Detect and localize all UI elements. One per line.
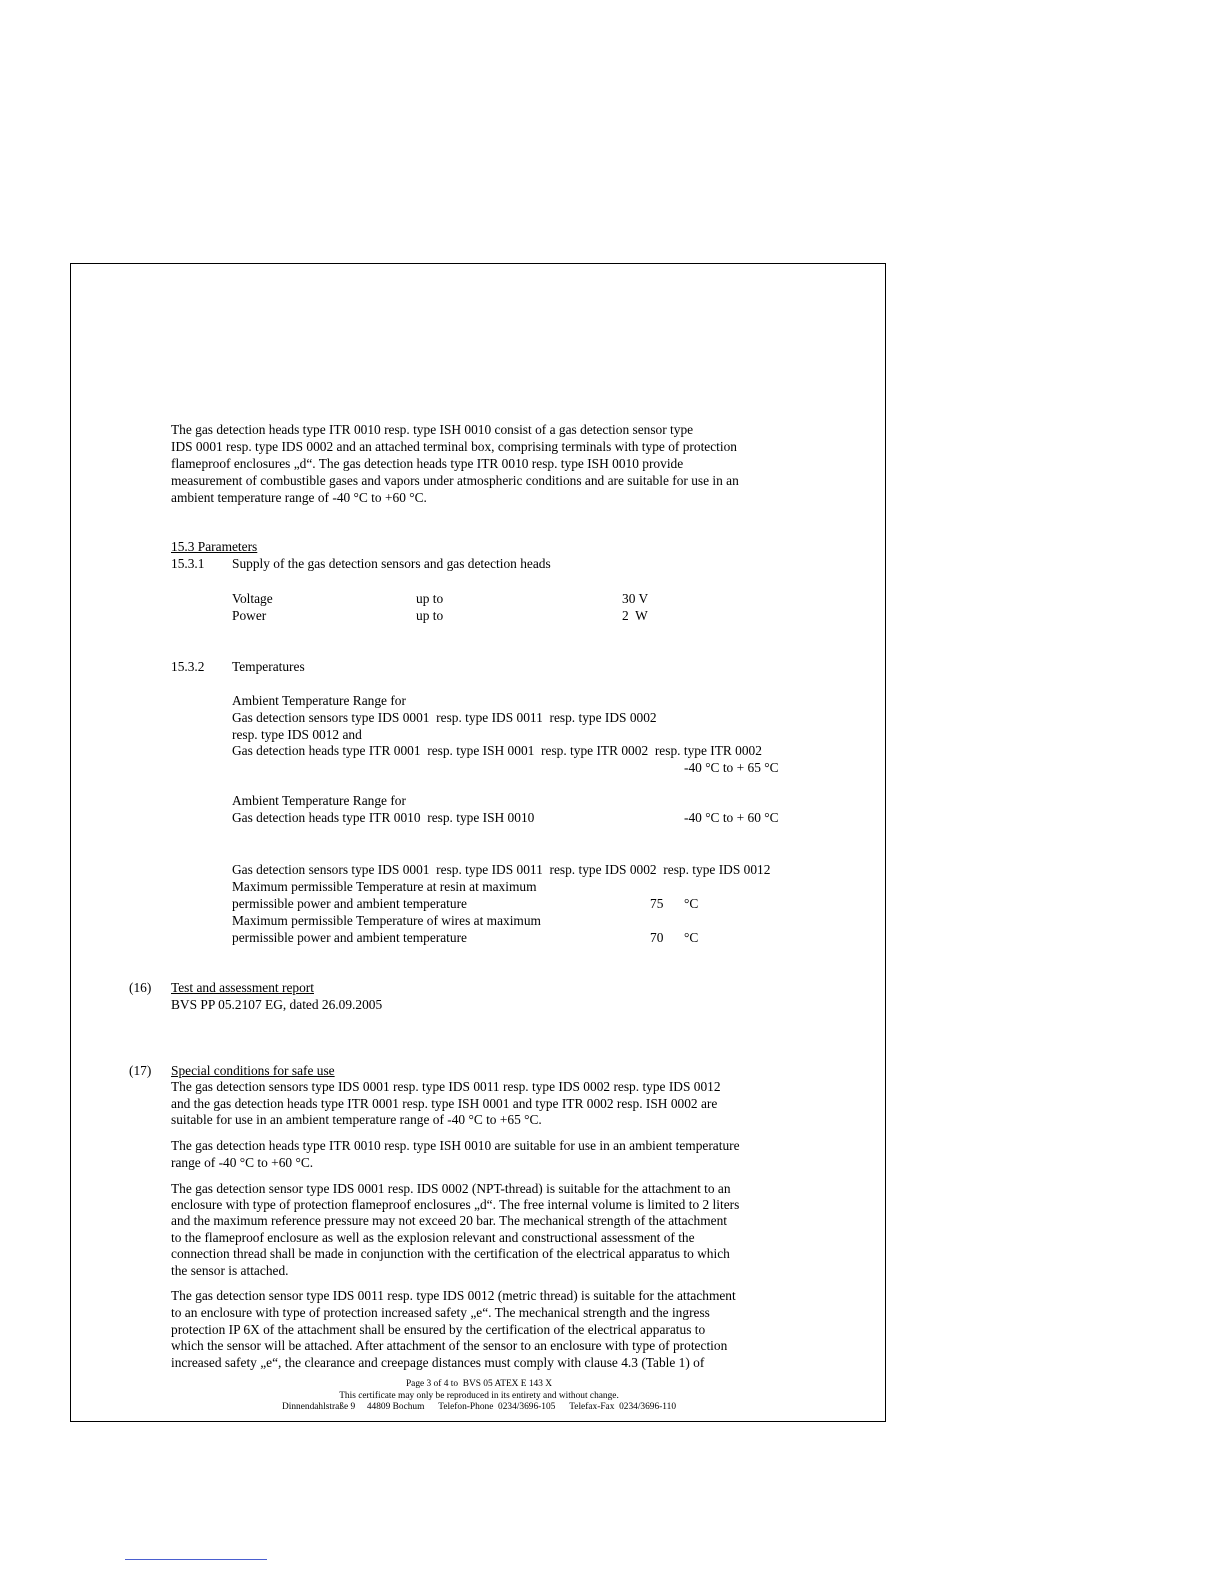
voltage-qualifier: up to (416, 591, 444, 606)
range2-line: Gas detection heads type ITR 0010 resp. type ISH 0010 (232, 810, 535, 825)
section-16-number: (16) (129, 980, 152, 995)
section-16-heading: Test and assessment report (171, 980, 314, 995)
intro-line: flameproof enclosures „d“. The gas detection heads type ITR 0010 resp. type ISH 0010 provide (171, 456, 684, 471)
conditions-line: and the maximum reference pressure may not exceed 20 bar. The mechanical strength of the attachment (171, 1213, 727, 1228)
footer-notice: This certificate may only be reproduced in its entirety and without change. (339, 1391, 619, 1401)
intro-line: IDS 0001 resp. type IDS 0002 and an attached terminal box, comprising terminals with type of protection (171, 439, 738, 454)
conditions-line: The gas detection sensor type IDS 0001 resp. IDS 0002 (NPT-thread) is suitable for the attachment to an (171, 1181, 731, 1196)
range1-line: resp. type IDS 0012 and (232, 727, 362, 742)
voltage-label: Voltage (232, 591, 273, 606)
wires-label: permissible power and ambient temperature (232, 930, 467, 945)
footer-address: Dinnendahlstraße 9 44809 Bochum Telefon-Phone 0234/3696-105 Telefax-Fax 0234/3696-110 (281, 1402, 677, 1412)
conditions-line: The gas detection sensors type IDS 0001 resp. type IDS 0011 resp. type IDS 0002 resp. type IDS 0012 (171, 1079, 721, 1094)
conditions-line: range of -40 °C to +60 °C. (171, 1155, 314, 1170)
range1-value: -40 °C to + 65 °C (684, 760, 779, 775)
conditions-line: increased safety „e“, the clearance and creepage distances must comply with clause 4.3 (Table 1) of (171, 1355, 705, 1370)
conditions-line: to an enclosure with type of protection increased safety „e“. The mechanical strength and the ingress (171, 1305, 710, 1320)
range1-line: Gas detection heads type ITR 0001 resp. type ISH 0001 resp. type ITR 0002 resp. type ITR 0002 (232, 743, 762, 758)
voltage-value: 30 V (622, 591, 649, 606)
section-number: 15.3.1 (171, 556, 205, 571)
range1-line: Gas detection sensors type IDS 0001 resp. type IDS 0011 resp. type IDS 0002 (232, 710, 657, 725)
intro-line: measurement of combustible gases and vapors under atmospheric conditions and are suitable for use in an (171, 473, 739, 488)
temperatures-title: Temperatures (232, 659, 305, 674)
conditions-line: connection thread shall be made in conjunction with the certification of the electrical apparatus to which (171, 1246, 730, 1261)
conditions-line: enclosure with type of protection flameproof enclosures „d“. The free internal volume is limited to 2 liters (171, 1197, 740, 1212)
conditions-line: and the gas detection heads type ITR 0001 resp. type ISH 0001 and type ITR 0002 resp. ISH 0002 are (171, 1096, 718, 1111)
section-17-number: (17) (129, 1063, 152, 1078)
conditions-line: which the sensor will be attached. After attachment of the sensor to an enclosure with type of protection (171, 1338, 728, 1353)
intro-line: The gas detection heads type ITR 0010 resp. type ISH 0010 consist of a gas detection sensor type (171, 422, 694, 437)
power-label: Power (232, 608, 267, 623)
resin-unit: °C (684, 896, 699, 911)
supply-title: Supply of the gas detection sensors and gas detection heads (232, 556, 551, 571)
sensors-line: Gas detection sensors type IDS 0001 resp. type IDS 0011 resp. type IDS 0002 resp. type IDS 0012 (232, 862, 771, 877)
conditions-line: protection IP 6X of the attachment shall be ensured by the certification of the electrical apparatus to (171, 1322, 706, 1337)
section-17-heading: Special conditions for safe use (171, 1063, 335, 1078)
resin-label: Maximum permissible Temperature at resin at maximum (232, 879, 537, 894)
conditions-line: The gas detection sensor type IDS 0011 resp. type IDS 0012 (metric thread) is suitable for the attachment (171, 1288, 736, 1303)
intro-line: ambient temperature range of -40 °C to +60 °C. (171, 490, 427, 505)
footer-page-number: Page 3 of 4 to BVS 05 ATEX E 143 X (405, 1379, 553, 1389)
bottom-rule (125, 1559, 267, 1560)
conditions-line: suitable for use in an ambient temperature range of -40 °C to +65 °C. (171, 1112, 542, 1127)
range2-title: Ambient Temperature Range for (232, 793, 406, 808)
wires-value: 70 (650, 930, 664, 945)
power-value: 2 W (622, 608, 648, 623)
resin-label: permissible power and ambient temperature (232, 896, 467, 911)
wires-label: Maximum permissible Temperature of wires at maximum (232, 913, 541, 928)
range1-title: Ambient Temperature Range for (232, 693, 406, 708)
conditions-line: to the flameproof enclosure as well as the explosion relevant and constructional assessment of the (171, 1230, 695, 1245)
parameters-heading: 15.3 Parameters (171, 539, 258, 554)
range2-value: -40 °C to + 60 °C (684, 810, 779, 825)
wires-unit: °C (684, 930, 699, 945)
conditions-line: The gas detection heads type ITR 0010 resp. type ISH 0010 are suitable for use in an ambient temperature (171, 1138, 740, 1153)
conditions-line: the sensor is attached. (171, 1263, 289, 1278)
section-16-text: BVS PP 05.2107 EG, dated 26.09.2005 (171, 997, 383, 1012)
resin-value: 75 (650, 896, 664, 911)
section-number: 15.3.2 (171, 659, 205, 674)
power-qualifier: up to (416, 608, 444, 623)
